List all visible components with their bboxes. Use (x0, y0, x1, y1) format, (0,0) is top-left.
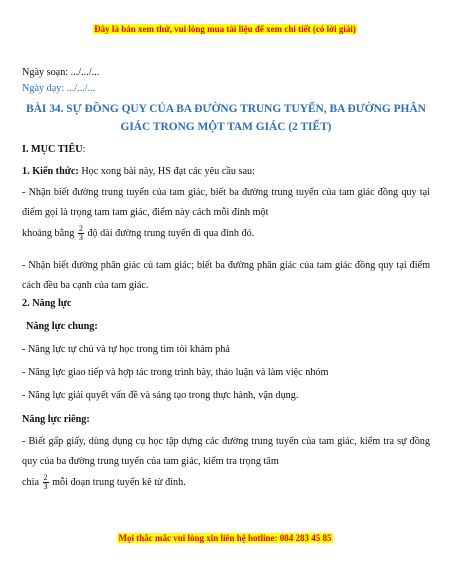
knowledge-item-1-continuation (22, 225, 430, 243)
specific-item-1-continuation (22, 474, 430, 492)
hotline-banner (0, 533, 450, 543)
knowledge-item-1-cont-a: khoảng bằng (22, 228, 75, 239)
section-objectives-text: I. MỤC TIÊU (22, 144, 83, 155)
knowledge-item-2: - Nhận biết đường phân giác củ tam giác; biết ba đường phân giác của tam giác đồng quy tại điểm cách đều ba cạnh của tam giác. (22, 260, 430, 291)
date-prepared: Ngày soạn: .../.../... (22, 67, 100, 78)
fraction-numerator: 2 (78, 224, 83, 234)
knowledge-item-1: - Nhận biết đường trung tuyến của tam giác, biết ba đường trung tuyến của tam giác đồng quy tại điểm gọi là trọng tam tam giác, điểm này cách mỗi đỉnh một (22, 187, 430, 218)
general-item: - Năng lực giao tiếp và hợp tác trong trình bày, thảo luận và làm việc nhóm (22, 367, 329, 378)
specific-competence-heading: Năng lực riêng: (22, 414, 90, 425)
knowledge-label: 1. Kiến thức: (22, 166, 79, 177)
specific-item-1-cont-a: chia (22, 477, 39, 488)
general-item: - Năng lực giải quyết vấn đề và sáng tạo trong thực hành, vận dụng. (22, 390, 299, 401)
date-taught: Ngày dạy: .../.../... (22, 83, 96, 94)
fraction-denominator: 3 (43, 482, 48, 492)
knowledge-item-1-cont-b: độ dài đường trung tuyến đi qua đỉnh đó. (87, 228, 255, 239)
competence-heading: 2. Năng lực (22, 298, 72, 309)
general-competence-heading: Năng lực chung: (26, 321, 98, 332)
specific-item-1: - Biết gấp giấy, dùng dụng cụ học tập dựng các đường trung tuyến của tam giác, kiểm tra sự đồng quy của ba đường trung tuyến của tam giác, kiểm tra trọng tâm (22, 436, 430, 467)
lesson-title: BÀI 34. SỰ ĐỒNG QUY CỦA BA ĐƯỜNG TRUNG TUYẾN, BA ĐƯỜNG PHÂN GIÁC TRONG MỘT TAM GIÁC (2 TIẾT) (26, 103, 426, 133)
specific-item-1-cont-b: mỗi đoạn trung tuyến kẽ từ đỉnh. (52, 477, 186, 488)
fraction-denominator: 3 (78, 233, 83, 243)
two-thirds-fraction (43, 474, 49, 491)
general-item: - Năng lực tự chủ và tự học trong tìm tòi khám phá (22, 344, 230, 355)
section-objectives-colon: : (82, 144, 86, 155)
knowledge-intro: Học xong bài này, HS đạt các yêu cầu sau: (78, 166, 255, 177)
section-objectives-heading (22, 143, 430, 156)
knowledge-heading (22, 165, 430, 178)
hotline-banner-text: Mọi thắc mắc vui lòng xin liên hệ hotline: 084 283 45 85 (118, 533, 332, 543)
preview-banner (0, 24, 450, 34)
fraction-numerator: 2 (43, 473, 48, 483)
preview-banner-text: Đây là bản xem thử, vui lòng mua tài liệu để xem chi tiết (có lời giải) (94, 24, 356, 34)
two-thirds-fraction (78, 225, 84, 242)
